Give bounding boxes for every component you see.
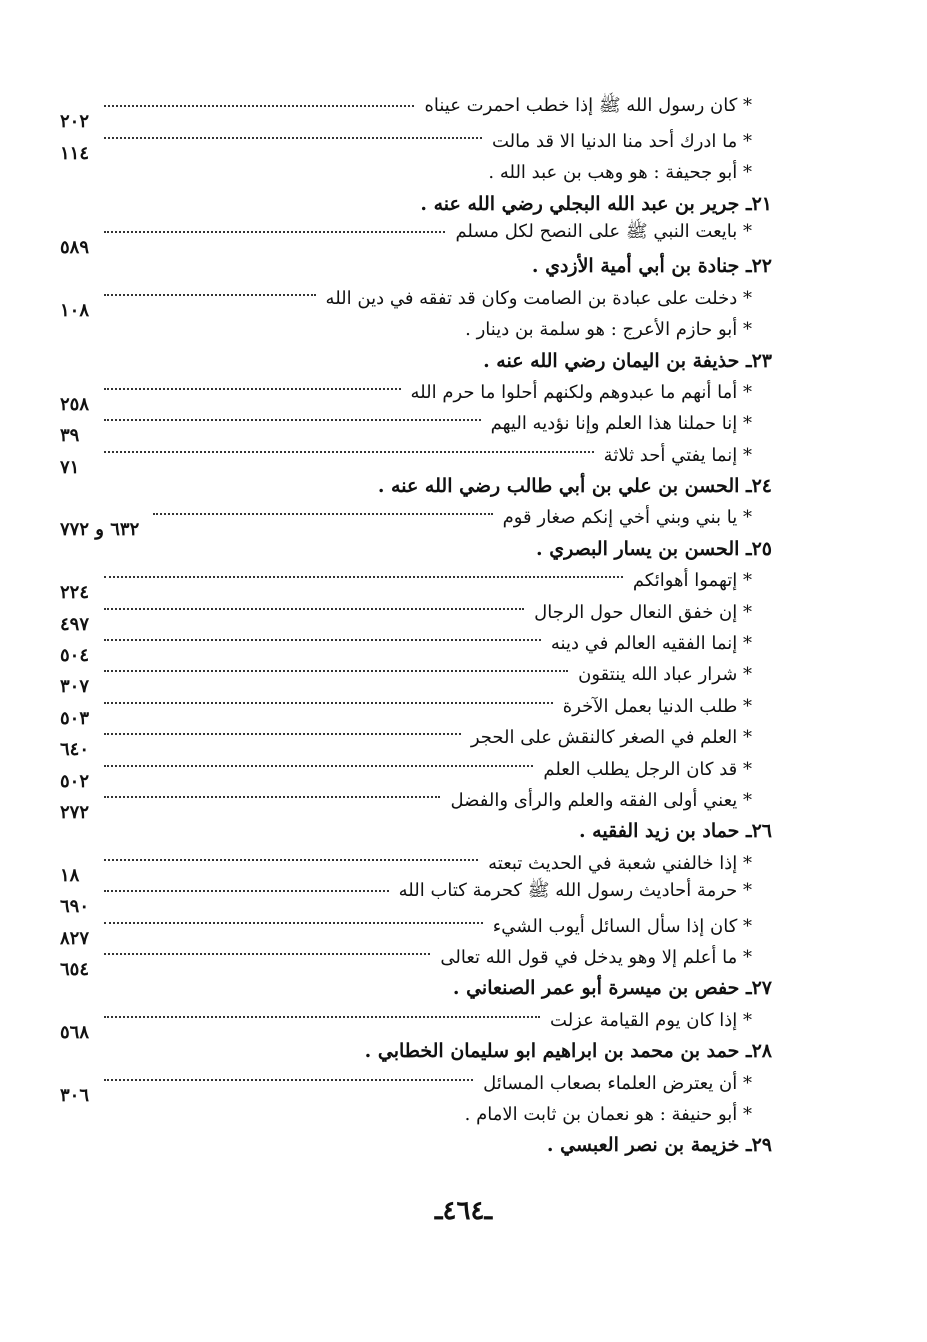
entry-text: * إنما يفتي أحد ثلاثة	[603, 444, 752, 466]
dot-leader	[104, 294, 316, 296]
index-entry	[60, 594, 772, 635]
index-entry	[60, 908, 772, 949]
narrator-heading	[60, 531, 772, 562]
dot-leader	[153, 513, 492, 515]
entry-text: * إن خفق النعال حول الرجال	[534, 601, 752, 623]
page-reference: ٥٨٩	[60, 236, 90, 258]
narrator-name: ٢٦ـ حماد بن زيد الفقيه .	[578, 820, 772, 843]
narrator-heading	[60, 971, 772, 1002]
entry-text: * أبو حازم الأعرج : هو سلمة بن دينار .	[465, 319, 752, 341]
index-entry	[60, 1002, 772, 1043]
narrator-heading	[60, 1128, 772, 1159]
dot-leader	[104, 1016, 540, 1018]
dot-leader	[104, 922, 483, 924]
index-entry	[60, 845, 772, 886]
narrator-name: ٢٧ـ حفص بن ميسرة أبو عمر الصنعاني .	[452, 977, 772, 1000]
page-reference: ٥٠٢	[60, 770, 90, 792]
index-entry	[60, 720, 772, 761]
entry-text: * كان إذا سأل السائل أيوب الشيء	[492, 915, 752, 937]
page-reference: ٥٦٨	[60, 1021, 90, 1043]
dot-leader	[104, 796, 440, 798]
entry-text: * شرار عباد الله ينتقون	[578, 664, 752, 686]
dot-leader	[104, 670, 568, 672]
entry-text: * حرمة أحاديث رسول الله ﷺ كحرمة كتاب الله	[398, 880, 752, 902]
page-reference: ٦٥٤	[60, 958, 90, 980]
index-entry	[60, 751, 772, 792]
page-reference: ٦٤٠	[60, 739, 90, 761]
entry-text: * أبو جحيفة : هو وهب بن عبد الله .	[488, 162, 752, 184]
index-entry	[60, 657, 772, 698]
page-reference: ٧١	[60, 456, 80, 478]
page-reference: ٢٠٢	[60, 111, 90, 133]
index-entry	[60, 783, 772, 823]
dot-leader	[104, 231, 445, 233]
dot-leader	[104, 388, 401, 390]
entry-text: * إنما الفقيه العالم في دينه	[550, 633, 752, 655]
page-reference: ١٨	[60, 864, 80, 886]
narrator-heading	[60, 1034, 772, 1065]
entry-text: * يا بني وبني أخي إنكم صغار قوم	[502, 507, 752, 529]
dot-leader	[104, 953, 430, 955]
page-reference: ٥٠٤	[60, 645, 90, 667]
index-list	[60, 92, 772, 1159]
page-reference: ١١٤	[60, 142, 90, 164]
index-entry	[60, 1065, 772, 1106]
entry-text: * طلب الدنيا بعمل الآخرة	[562, 695, 752, 717]
entry-text: * يعني أولى الفقه والعلم والرأى والفضل	[450, 789, 752, 811]
index-entry	[60, 155, 772, 186]
page-reference: ٦٣٢ و ٧٧٢	[60, 519, 140, 541]
index-entry	[60, 375, 772, 415]
entry-text: * العلم في الصغر كالنقش على الحجر	[470, 727, 752, 749]
entry-text: * إتهموا أهوائكم	[632, 570, 752, 592]
index-entry	[60, 500, 772, 541]
dot-leader	[104, 639, 541, 641]
entry-text: * أن يعترض العلماء بصعاب المسائل	[483, 1072, 752, 1094]
entry-text: * إذا خالفني شعبة في الحديث تبعته	[488, 852, 752, 874]
index-entry	[60, 92, 772, 133]
narrator-name: ٢٩ـ خزيمة بن نصر العبسي .	[546, 1134, 772, 1157]
dot-leader	[104, 765, 533, 767]
dot-leader	[104, 859, 478, 861]
narrator-heading	[60, 343, 772, 374]
index-entry	[60, 688, 772, 729]
dot-leader	[104, 702, 553, 704]
dot-leader	[104, 608, 524, 610]
dot-leader	[104, 733, 461, 735]
index-entry	[60, 437, 772, 478]
entry-text: * أبو حنيفة : هو نعمان بن ثابت الامام .	[464, 1103, 752, 1125]
page-number: ـ٤٦٤ـ	[434, 1196, 493, 1226]
narrator-heading	[60, 814, 772, 845]
page-reference: ٣٩	[60, 425, 80, 447]
page-reference: ٢٧٢	[60, 801, 90, 823]
entry-text: * دخلت على عبادة بن الصامت وكان قد تفقه في دين الله	[325, 287, 752, 309]
narrator-name: ٢١ـ جرير بن عبد الله البجلي رضي الله عنه .	[420, 192, 772, 215]
page-reference: ٨٢٧	[60, 927, 90, 949]
dot-leader	[104, 137, 482, 139]
dot-leader	[104, 576, 623, 578]
index-entry	[60, 312, 772, 343]
page-reference: ٥٠٣	[60, 707, 90, 729]
narrator-name: ٢٣ـ حذيفة بن اليمان رضي الله عنه .	[483, 349, 772, 372]
index-entry	[60, 123, 772, 164]
dot-leader	[104, 1079, 473, 1081]
page-reference: ٢٥٨	[60, 393, 90, 415]
entry-text: * ما ادرك أحد منا الدنيا الا قد مالت	[491, 130, 752, 152]
narrator-heading	[60, 186, 772, 217]
index-entry	[60, 280, 772, 321]
page-reference: ٣٠٦	[60, 1084, 90, 1106]
page-reference: ٦٩٠	[60, 896, 90, 918]
index-entry	[60, 218, 772, 258]
index-entry	[60, 1097, 772, 1128]
entry-text: * إنا حملنا هذا العلم وإنا نؤديه اليهم	[490, 413, 752, 435]
index-entry	[60, 626, 772, 667]
dot-leader	[104, 105, 414, 107]
dot-leader	[104, 890, 389, 892]
entry-text: * قد كان الرجل يطلب العلم	[543, 758, 752, 780]
page-reference: ٤٩٧	[60, 613, 90, 635]
narrator-name: ٢٨ـ حمد بن محمد بن ابراهيم ابو سليمان الخطابي .	[364, 1040, 772, 1063]
narrator-name: ٢٢ـ جنادة بن أبي أمية الأزدي .	[531, 255, 772, 278]
entry-text: * بايعت النبي ﷺ على النصح لكل مسلم	[455, 220, 752, 242]
narrator-name: ٢٥ـ الحسن بن يسار البصري .	[535, 537, 772, 560]
narrator-heading	[60, 469, 772, 500]
entry-text: * ما أعلم إلا وهو يدخل في قول الله تعالى	[440, 946, 752, 968]
index-entry	[60, 877, 772, 918]
page-reference: ١٠٨	[60, 299, 90, 321]
dot-leader	[104, 451, 594, 453]
entry-text: * أما أنهم ما عبدوهم ولكنهم أحلوا ما حرم الله	[410, 381, 752, 403]
index-entry	[60, 940, 772, 980]
page-reference: ٢٢٤	[60, 582, 90, 604]
entry-text: * إذا كان يوم القيامة عزلت	[550, 1009, 752, 1031]
index-entry	[60, 563, 772, 604]
index-entry	[60, 406, 772, 447]
narrator-name: ٢٤ـ الحسن بن علي بن أبي طالب رضي الله عنه .	[377, 475, 772, 498]
entry-text: * كان رسول الله ﷺ إذا خطب احمرت عيناه	[424, 95, 752, 117]
dot-leader	[104, 419, 481, 421]
narrator-heading	[60, 249, 772, 280]
page-reference: ٣٠٧	[60, 676, 90, 698]
